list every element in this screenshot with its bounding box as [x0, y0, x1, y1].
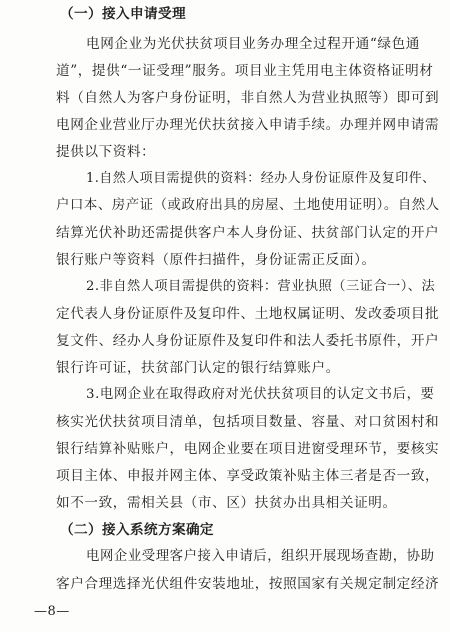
text-line: 复文件、经办人身份证原件及复印件和法人委托书原件，开户	[56, 333, 440, 349]
text-line: 户口本、房产证（或政府出具的房屋、土地使用证明）。自然人	[56, 198, 440, 213]
text-line: 核实光伏扶贫项目清单，包括项目数量、容量、对口贫困村和	[56, 414, 440, 430]
text-line: 料（自然人为客户身份证明，非自然人为营业执照等）即可到	[56, 90, 440, 106]
text-line: 1.自然人项目需提供的资料：经办人身份证原件及复印件、	[86, 171, 436, 186]
text-line: 电网企业营业厅办理光伏扶贫接入申请手续。办理并网申请需	[56, 117, 440, 133]
text-line: 如不一致，需相关县（市、区）扶贫办出具相关证明。	[56, 495, 397, 511]
text-line: 银行账户等资料（原件扫描件，身份证需正反面）。	[56, 252, 376, 268]
text-line: 2.非自然人项目需提供的资料：营业执照（三证合一）、法	[86, 279, 436, 294]
text-line: 电网企业受理客户接入申请后，组织开展现场查勘，协助	[86, 549, 435, 564]
page-number: —8—	[34, 604, 70, 619]
section-heading: （一）接入申请受理	[60, 6, 186, 22]
text-line: 电网企业为光伏扶贫项目业务办理全过程开通“绿色通	[86, 36, 421, 52]
text-line: 银行许可证，扶贫部门认定的银行结算账户。	[56, 360, 340, 376]
text-line: 定代表人身份证原件及复印件、土地权属证明、发改委项目批	[56, 306, 440, 322]
text-line: 客户合理选择光伏组件安装地址，按照国家有关规定制定经济	[56, 576, 440, 592]
section-heading: （二）接入系统方案确定	[60, 522, 214, 538]
text-line: 提供以下资料：	[56, 144, 156, 160]
text-line: 3.电网企业在取得政府对光伏扶贫项目的认定文书后，要	[86, 387, 435, 402]
text-line: 项目主体、申报并网主体、享受政策补贴主体三者是否一致，	[56, 468, 440, 484]
text-line: 银行结算补贴账户，电网企业要在项目进窗受理环节，要核实	[56, 441, 440, 457]
text-line: 结算光伏补助还需提供客户本人身份证、扶贫部门认定的开户	[56, 225, 440, 241]
text-line: 道”，提供“一证受理”服务。项目业主凭用电主体资格证明材	[56, 63, 434, 79]
